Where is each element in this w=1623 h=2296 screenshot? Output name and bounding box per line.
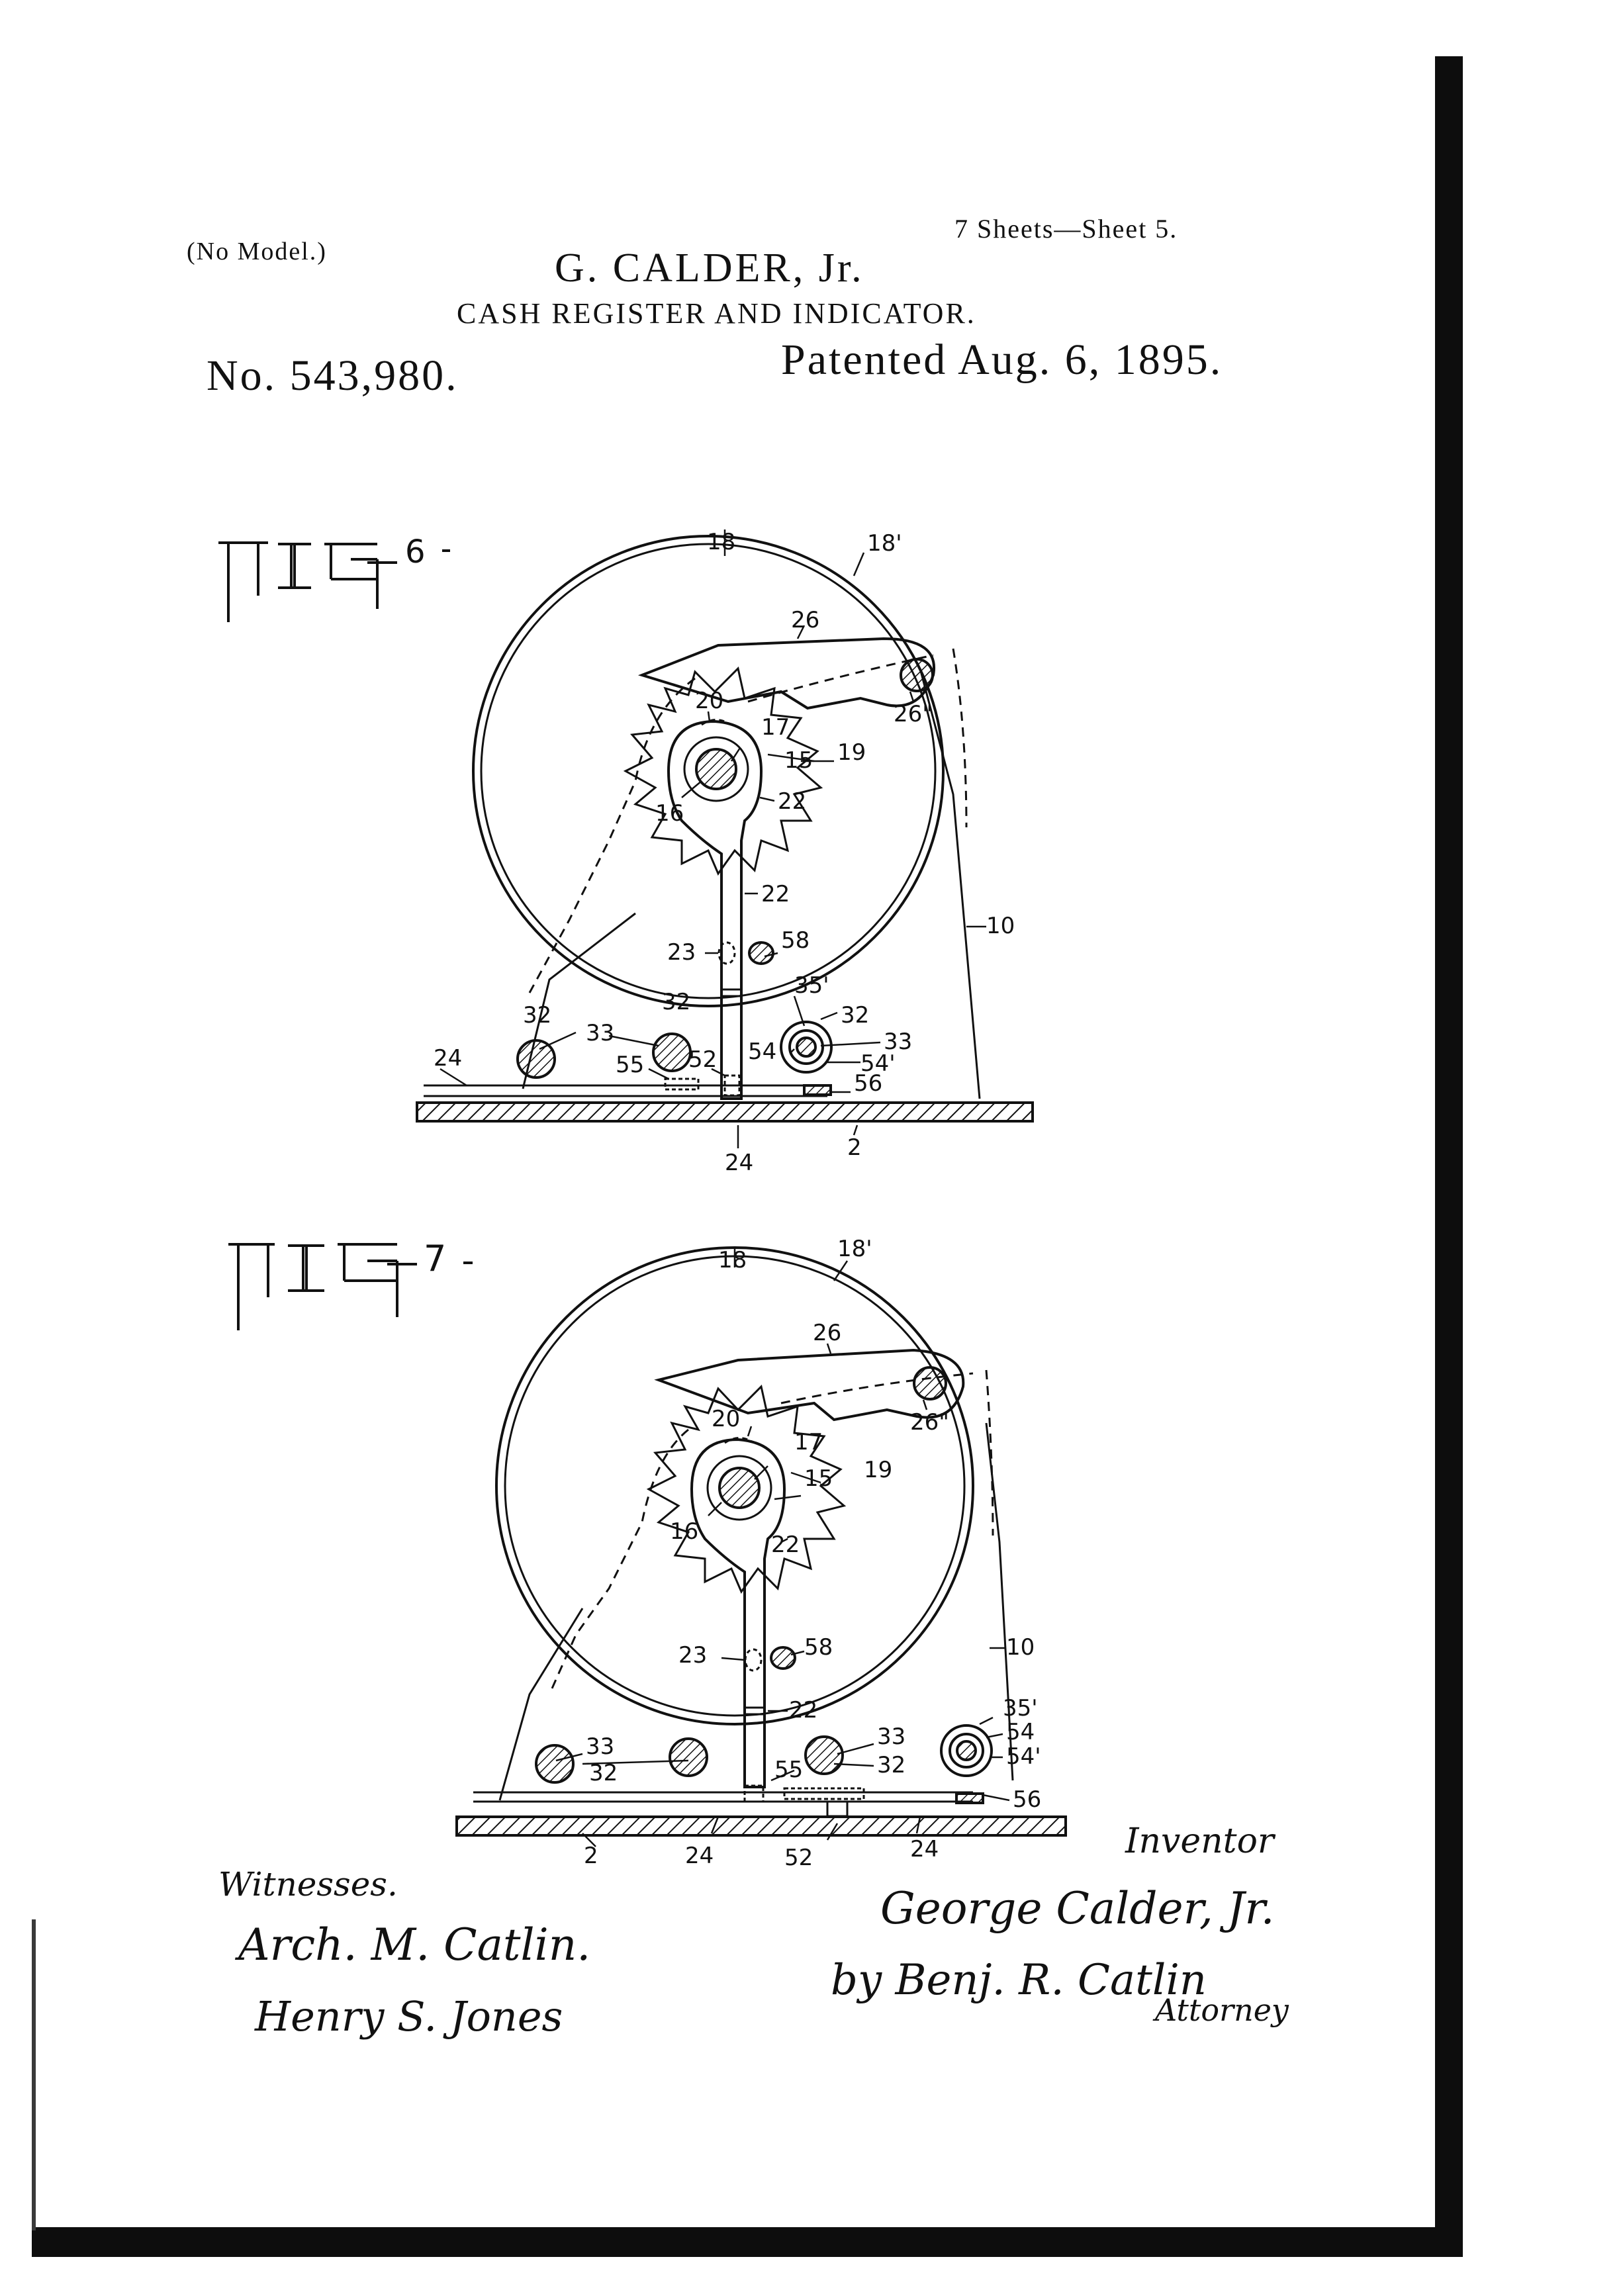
ref-17: 17 [761,714,790,741]
ref-54-prime: 54' [860,1050,896,1077]
ref-10: 10 [986,913,1015,939]
patent-number: No. 543,980. [207,351,459,400]
ref-22a: 22 [771,1532,800,1558]
ref-32a: 32 [523,1002,552,1029]
ref-26-double-prime: 26" [894,701,933,727]
ref-32b: 32 [662,989,691,1015]
ref-33b: 33 [877,1723,906,1750]
ref-18: 18 [718,1247,747,1273]
ref-33b: 33 [884,1029,913,1055]
ref-55: 55 [774,1757,804,1783]
figure-6 [218,529,1033,1176]
ref-32c: 32 [841,1002,870,1029]
invention-title: CASH REGISTER AND INDICATOR. [457,297,976,330]
attorney-label: Attorney [1155,1992,1289,2028]
witness-signature-2: Henry S. Jones [255,1992,563,2041]
ref-23: 23 [678,1642,708,1669]
figure-7 [228,1236,1066,1871]
figure-6-number: 6 [405,533,426,571]
sheet-number: 7 Sheets—Sheet 5. [954,214,1178,244]
ref-17: 17 [794,1429,823,1455]
ref-16: 16 [670,1518,699,1545]
ref-15: 15 [804,1465,833,1492]
attorney-signature: by Benj. R. Catlin [831,1956,1207,2005]
base-plate [417,1103,1033,1121]
patented-date: Patented Aug. 6, 1895. [781,336,1223,384]
slide-bar [424,1085,827,1096]
ref-33a: 33 [586,1733,615,1760]
ref-54: 54 [748,1038,777,1065]
figure-7-number: 7 [424,1238,447,1279]
figure-7-label [228,1238,473,1330]
ref-10: 10 [1006,1634,1035,1661]
inventor-name: G. CALDER, Jr. [555,246,864,291]
ref-52: 52 [688,1046,718,1073]
ref-24b: 24 [725,1150,754,1176]
ref-18: 18 [707,529,736,555]
ref-23: 23 [667,939,696,966]
ref-19: 19 [837,739,866,766]
ref-18-prime: 18' [867,530,902,557]
ref-32b: 32 [877,1752,906,1778]
ref-26-double-prime: 26" [910,1409,949,1436]
ref-35-prime: 35' [1003,1695,1038,1722]
ref-15: 15 [784,747,813,774]
ref-16: 16 [655,800,684,827]
ref-35-prime: 35' [794,972,829,999]
ref-20: 20 [695,688,724,714]
witness-signature-1: Arch. M. Catlin. [238,1919,591,1970]
ref-58: 58 [781,927,810,954]
ref-24a: 24 [434,1045,463,1072]
ref-24a: 24 [685,1843,714,1869]
ref-22b: 22 [789,1697,818,1723]
ref-55: 55 [616,1052,645,1078]
inventor-signature: George Calder, Jr. [880,1883,1275,1934]
ref-54: 54 [1006,1719,1035,1745]
ref-2: 2 [584,1843,598,1869]
ref-56: 56 [854,1070,883,1097]
ref-26: 26 [791,607,820,633]
ref-24b: 24 [910,1836,939,1862]
ref-56: 56 [1013,1786,1042,1813]
ref-18-prime: 18' [837,1236,872,1262]
ref-26: 26 [813,1320,842,1346]
inventor-label: Inventor [1125,1821,1274,1861]
ref-58: 58 [804,1634,833,1661]
witnesses-label: Witnesses. [218,1865,398,1904]
ref-2: 2 [847,1134,862,1161]
no-model-note: (No Model.) [187,238,327,265]
ref-52: 52 [784,1845,813,1871]
base-plate [457,1817,1066,1835]
slide-bar [473,1792,973,1802]
ref-33a: 33 [586,1020,615,1046]
figure-6-label [218,533,450,622]
ref-22a: 22 [778,788,807,815]
ref-32a: 32 [589,1760,618,1786]
ref-54-prime: 54' [1006,1743,1041,1770]
ref-22b: 22 [761,881,790,907]
ref-20: 20 [712,1406,741,1432]
ref-19: 19 [864,1457,893,1483]
